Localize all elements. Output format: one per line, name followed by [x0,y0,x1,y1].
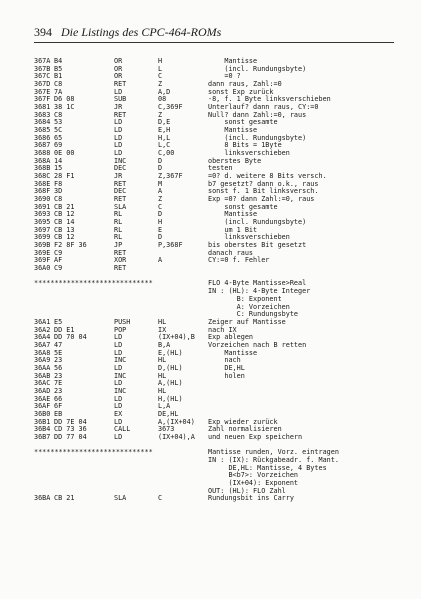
page-header [34,25,221,40]
listing-address: 3688 [34,149,51,158]
listing-opcode-bytes: B5 [54,64,63,73]
listing-opcode-bytes: C8 [54,110,63,119]
listing-comment: B: Exponent [208,294,282,303]
listing-mnemonic: LD [114,87,123,96]
listing-operand: D [158,210,163,219]
listing-operand: L,A [158,402,171,411]
listing-opcode-bytes: CB 14 [54,218,75,227]
header-rule [34,42,394,43]
section-separator: ***************************** [34,279,153,288]
listing-comment: DE,HL: Mantisse, 4 Bytes [208,463,327,472]
listing-comment: bis oberstes Bit gesetzt [208,241,307,250]
listing-mnemonic: RL [114,233,123,242]
listing-address: 36B0 [34,409,51,418]
listing-opcode-bytes: 3D [54,187,63,196]
listing-address: 3687 [34,141,51,150]
listing-address: 3697 [34,225,51,234]
listing-opcode-bytes: 23 [54,356,63,365]
listing-opcode-bytes: DD 70 04 [54,333,87,342]
listing-mnemonic: RET [114,110,127,119]
listing-operand: HL [158,356,167,365]
listing-comment: Rundungsbit ins Carry [208,494,294,503]
listing-mnemonic: INC [114,371,127,380]
listing-operand: (IX+04),B [158,333,195,342]
listing-mnemonic: JR [114,103,123,112]
listing-mnemonic: LD [114,379,123,388]
listing-mnemonic: LD [114,126,123,135]
listing-opcode-bytes: 14 [54,156,63,165]
listing-address: 368E [34,179,51,188]
listing-mnemonic: OR [114,72,123,81]
listing-mnemonic: INC [114,386,127,395]
listing-operand: C,369F [158,103,183,112]
listing-mnemonic: LD [114,141,123,150]
listing-comment: um 1 Bit [208,225,258,234]
listing-opcode-bytes: AF [54,256,63,265]
listing-address: 368F [34,187,51,196]
listing-address: 367C [34,72,51,81]
listing-opcode-bytes: DD 7E 04 [54,417,87,426]
listing-address: 367A [34,57,51,65]
listing-mnemonic: RET [114,179,127,188]
listing-address: 3686 [34,133,51,142]
listing-mnemonic: RL [114,210,123,219]
listing-address: 36AA [34,363,51,372]
listing-comment: danach raus [208,248,254,257]
listing-address: 36A8 [34,348,51,357]
listing-comment: (incl. Rundungsbyte) [208,218,307,227]
listing-comment: -8, f. 1 Byte linksverschieben [208,95,331,104]
listing-comment: dann raus, Zahl:=0 [208,80,282,89]
listing-address: 3685 [34,126,51,135]
listing-mnemonic: RL [114,218,123,227]
listing-comment: Exp wieder zurück [208,417,278,426]
listing-operand: C,00 [158,149,175,158]
listing-address: 36B4 [34,425,51,434]
listing-mnemonic: SLA [114,494,127,503]
listing-opcode-bytes: 5E [54,348,63,357]
listing-operand: IX [158,325,167,334]
listing-operand: E [158,225,163,234]
listing-opcode-bytes: F8 [54,179,63,188]
listing-opcode-bytes: D6 08 [54,95,75,104]
listing-comment: Exp =0? dann Zahl:=0, raus [208,195,315,204]
listing-comment: nach [208,356,241,365]
listing-address: 3699 [34,233,51,242]
listing-comment: OUT: (HL): FLO Zahl [208,486,286,495]
listing-opcode-bytes: CD 73 36 [54,425,87,434]
listing-mnemonic: LD [114,417,123,426]
listing-operand: P,368F [158,241,183,250]
listing-address: 368C [34,172,51,181]
listing-address: 36AF [34,402,51,411]
listing-opcode-bytes: C9 [54,248,63,257]
listing-comment: holen [208,371,245,380]
listing-mnemonic: JR [114,172,123,181]
listing-address: 369B [34,241,51,250]
listing-operand: L,C [158,141,171,150]
listing-opcode-bytes: DD 77 04 [54,432,87,441]
listing-opcode-bytes: B4 [54,57,63,65]
listing-mnemonic: RET [114,80,127,89]
listing-address: 368A [34,156,51,165]
listing-address: 367D [34,80,51,89]
listing-mnemonic: XOR [114,256,127,265]
listing-comment: DE,HL [208,363,245,372]
listing-operand: C [158,494,163,503]
listing-address: 3681 [34,103,51,112]
listing-comment: linksverschieben [208,233,290,242]
listing-mnemonic: OR [114,57,123,65]
listing-operand: HL [158,386,167,395]
listing-comment: =0 ? [208,72,241,81]
listing-address: 36A0 [34,264,51,273]
listing-address: 367F [34,95,51,104]
listing-operand: C [158,72,163,81]
listing-opcode-bytes: 6F [54,402,63,411]
listing-mnemonic: SLA [114,202,127,211]
listing-opcode-bytes: 56 [54,363,63,372]
listing-mnemonic: LD [114,348,123,357]
listing-address: 3695 [34,218,51,227]
listing-comment: A: Vorzeichen [208,302,290,311]
listing-opcode-bytes: CB 21 [54,202,75,211]
listing-opcode-bytes: CB 13 [54,225,75,234]
listing-operand: DE,HL [158,409,179,418]
listing-mnemonic: INC [114,356,127,365]
listing-address: 369E [34,248,51,257]
listing-comment: Mantisse [208,210,258,219]
listing-comment: Mantisse [208,57,258,65]
listing-opcode-bytes: C8 [54,80,63,89]
listing-opcode-bytes: 65 [54,133,63,142]
listing-operand: HL [158,371,167,380]
listing-opcode-bytes: CB 12 [54,210,75,219]
listing-opcode-bytes: CB 21 [54,494,75,503]
listing-address: 36AB [34,371,51,380]
listing-mnemonic: EX [114,409,123,418]
listing-operand: Z [158,110,163,119]
listing-mnemonic: PUSH [114,317,131,326]
listing-opcode-bytes: 47 [54,340,63,349]
listing-operand: 3673 [158,425,175,434]
listing-address: 367B [34,64,51,73]
listing-address: 36A2 [34,325,51,334]
listing-operand: E,(HL) [158,348,183,357]
listing-opcode-bytes: C8 [54,195,63,204]
listing-opcode-bytes: 0E 00 [54,149,75,158]
listing-opcode-bytes: 5C [54,126,63,135]
listing-comment: nach IX [208,325,237,334]
listing-address: 369F [34,256,51,265]
listing-opcode-bytes: 69 [54,141,63,150]
listing-address: 3690 [34,195,51,204]
listing-operand: L [158,64,163,73]
listing-comment: CY:=0 f. Fehler [208,256,270,265]
listing-opcode-bytes: 7E [54,379,63,388]
listing-comment: Mantisse [208,348,258,357]
listing-comment: (incl. Rundungsbyte) [208,64,307,73]
listing-comment: 8 Bits = 1Byte [208,141,282,150]
listing-opcode-bytes: DD E1 [54,325,75,334]
listing-address: 36B1 [34,417,51,426]
listing-opcode-bytes: 23 [54,386,63,395]
listing-comment: B<b7>: Vorzeichen [208,471,299,480]
listing-mnemonic: LD [114,340,123,349]
listing-address: 368B [34,164,51,173]
listing-comment: (IX+04): Exponent [208,478,299,487]
listing-address: 36AD [34,386,51,395]
listing-mnemonic: RET [114,248,127,257]
listing-opcode-bytes: 23 [54,371,63,380]
listing-opcode-bytes: 7A [54,87,63,96]
listing-operand: A [158,187,163,196]
listing-comment: sonst f. 1 Bit linksversch. [208,187,319,196]
listing-opcode-bytes: F2 8F 36 [54,241,87,250]
listing-operand: E,H [158,126,171,135]
listing-address: 3691 [34,202,51,211]
listing-comment: Unterlauf? dann raus, CY:=0 [208,103,319,112]
listing-address: 3683 [34,110,51,119]
listing-mnemonic: POP [114,325,127,334]
listing-opcode-bytes: 66 [54,394,63,403]
listing-comment: und neuen Exp speichern [208,432,303,441]
listing-operand: H [158,57,163,65]
listing-mnemonic: RET [114,264,127,273]
listing-operand: Z [158,80,163,89]
listing-opcode-bytes: C9 [54,264,63,273]
listing-opcode-bytes: E5 [54,317,63,326]
listing-operand: HL [158,317,167,326]
listing-address: 36A4 [34,333,51,342]
listing-comment: sonst gesamte [208,118,278,127]
listing-comment: sonst gesamte [208,202,278,211]
listing-comment: sonst Exp zurück [208,87,274,96]
listing-operand: (IX+04),A [158,432,195,441]
listing-address: 3693 [34,210,51,219]
listing-operand: A,D [158,87,171,96]
listing-opcode-bytes: 38 1C [54,103,75,112]
listing-comment: =0? d. weitere 8 Bits versch. [208,172,327,181]
listing-comment: (incl. Rundungsbyte) [208,133,307,142]
listing-operand: 08 [158,95,167,104]
listing-address: 3684 [34,118,51,127]
listing-comment: Zahl normalisieren [208,425,282,434]
listing-opcode-bytes: EB [54,409,63,418]
page-number: 394 [34,25,52,39]
listing-mnemonic: DEC [114,187,127,196]
listing-comment: FLO 4-Byte Mantisse>Real [208,279,307,288]
listing-operand: D,(HL) [158,363,183,372]
listing-mnemonic: LD [114,333,123,342]
listing-operand: D [158,156,163,165]
listing-comment: b7 gesetzt? dann o.k., raus [208,179,319,188]
listing-mnemonic: RET [114,195,127,204]
listing-comment: Mantisse [208,126,258,135]
listing-comment: Mantisse runden, Vorz. eintragen [208,448,339,457]
listing-address: 36A9 [34,356,51,365]
section-separator: ***************************** [34,448,153,457]
listing-operand: M [158,179,163,188]
listing-mnemonic: RL [114,225,123,234]
listing-mnemonic: LD [114,432,123,441]
page-title: Die Listings des CPC-464-ROMs [61,25,222,39]
listing-opcode-bytes: CB 12 [54,233,75,242]
listing-address: 36A7 [34,340,51,349]
listing-mnemonic: CALL [114,425,131,434]
listing-comment: IN : (HL): 4-Byte Integer [208,287,311,296]
listing-operand: A,(HL) [158,379,183,388]
listing-mnemonic: LD [114,402,123,411]
listing-comment: Null? dann Zahl:=0, raus [208,110,307,119]
listing-address: 36A1 [34,317,51,326]
listing-operand: B,A [158,340,171,349]
listing-mnemonic: LD [114,394,123,403]
listing-mnemonic: LD [114,149,123,158]
listing-comment: Vorzeichen nach B retten [208,340,307,349]
listing-mnemonic: SUB [114,95,127,104]
listing-opcode-bytes: 53 [54,118,63,127]
listing-mnemonic: INC [114,156,127,165]
listing-address: 36AC [34,379,51,388]
listing-operand: H,(HL) [158,394,183,403]
listing-operand: H,L [158,133,171,142]
listing-address: 36AE [34,394,51,403]
listing-comment: C: Rundungsbyte [208,310,299,319]
listing-comment: oberstes Byte [208,156,262,165]
listing-address: 36B7 [34,432,51,441]
listing-mnemonic: LD [114,133,123,142]
listing-operand: C [158,202,163,211]
listing-operand: D [158,164,163,173]
listing-comment: Zeiger auf Mantisse [208,317,286,326]
listing-mnemonic: JP [114,241,123,250]
listing-comment: IN : (IX): Rückgabeadr. f. Mant. [208,455,339,464]
listing-mnemonic: LD [114,363,123,372]
listing-comment: linksverschieben [208,149,290,158]
listing-operand: Z,367F [158,172,183,181]
listing-mnemonic: LD [114,118,123,127]
listing-operand: A,(IX+04) [158,417,195,426]
listing-operand: D [158,233,163,242]
listing-operand: A [158,256,163,265]
listing-address: 367E [34,87,51,96]
listing-mnemonic: OR [114,64,123,73]
listing-opcode-bytes: B1 [54,72,63,81]
listing-operand: H [158,218,163,227]
listing-opcode-bytes: 28 F1 [54,172,75,181]
listing-comment: Exp ablegen [208,333,254,342]
listing-comment: testen [208,164,233,173]
listing-operand: D,E [158,118,171,127]
listing-address: 36BA [34,494,51,503]
listing-operand: Z [158,195,163,204]
listing-mnemonic: DEC [114,164,127,173]
listing-opcode-bytes: 15 [54,164,63,173]
